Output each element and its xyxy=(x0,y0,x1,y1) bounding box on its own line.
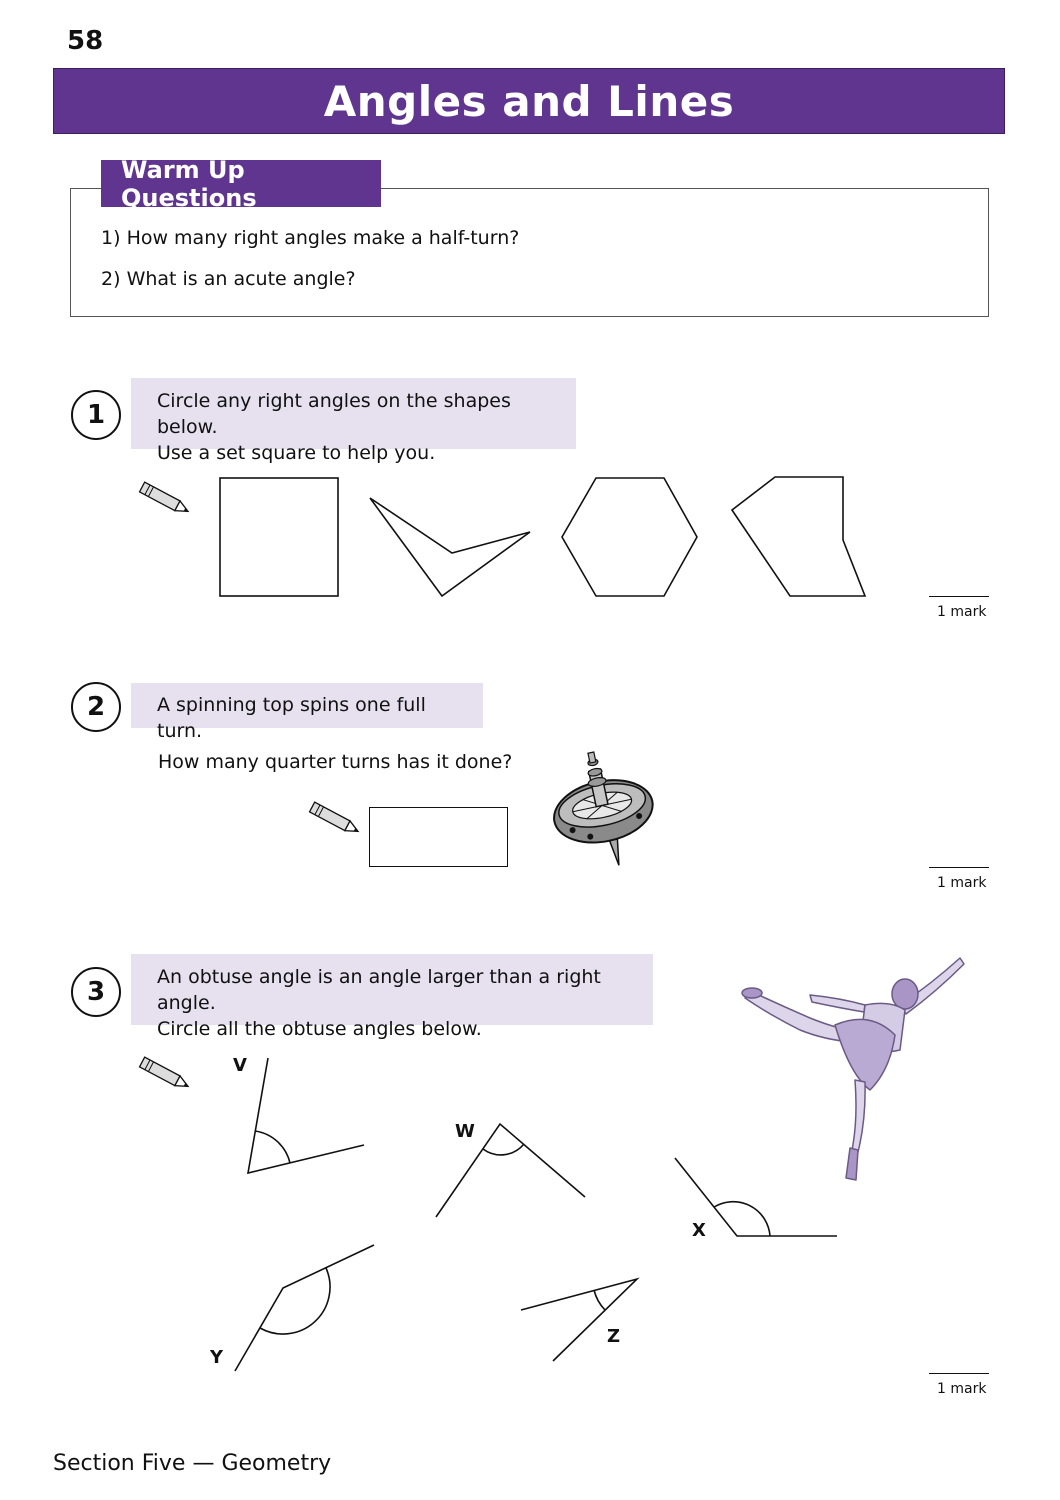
angle-v[interactable] xyxy=(248,1058,364,1173)
mark-label: 1 mark xyxy=(937,1381,987,1397)
warmup-heading: Warm Up Questions xyxy=(101,160,381,207)
question-1-number: 1 xyxy=(71,390,121,440)
angle-z[interactable] xyxy=(521,1279,637,1361)
mark-label: 1 mark xyxy=(937,604,987,620)
question-3-number: 3 xyxy=(71,967,121,1017)
prompt-line: Circle any right angles on the shapes below. xyxy=(157,390,511,438)
mark-label: 1 mark xyxy=(937,875,987,891)
question-2-prompt: A spinning top spins one full turn. xyxy=(131,683,483,728)
prompt-line: Use a set square to help you. xyxy=(157,442,436,464)
question-2-number: 2 xyxy=(71,682,121,732)
question-text: What is an acute angle? xyxy=(126,268,356,290)
angle-y[interactable] xyxy=(235,1245,374,1371)
page-number: 58 xyxy=(67,26,104,56)
angle-label-w: W xyxy=(455,1121,475,1142)
mark-line xyxy=(929,1373,989,1374)
prompt-line: An obtuse angle is an angle larger than a right angle. xyxy=(157,966,601,1014)
page-title: Angles and Lines xyxy=(323,76,735,126)
question-text: How many right angles make a half-turn? xyxy=(126,227,520,249)
question-2-text: How many quarter turns has it done? xyxy=(158,751,513,773)
angle-label-x: X xyxy=(692,1220,706,1241)
angle-label-z: Z xyxy=(607,1326,621,1347)
angle-label-y: Y xyxy=(210,1347,224,1368)
prompt-line: Circle all the obtuse angles below. xyxy=(157,1018,482,1040)
footer-section-title: Section Five — Geometry xyxy=(53,1451,332,1476)
question-number: 2) xyxy=(101,268,121,290)
question-number: 1) xyxy=(101,227,121,249)
angle-label-v: V xyxy=(233,1055,247,1076)
